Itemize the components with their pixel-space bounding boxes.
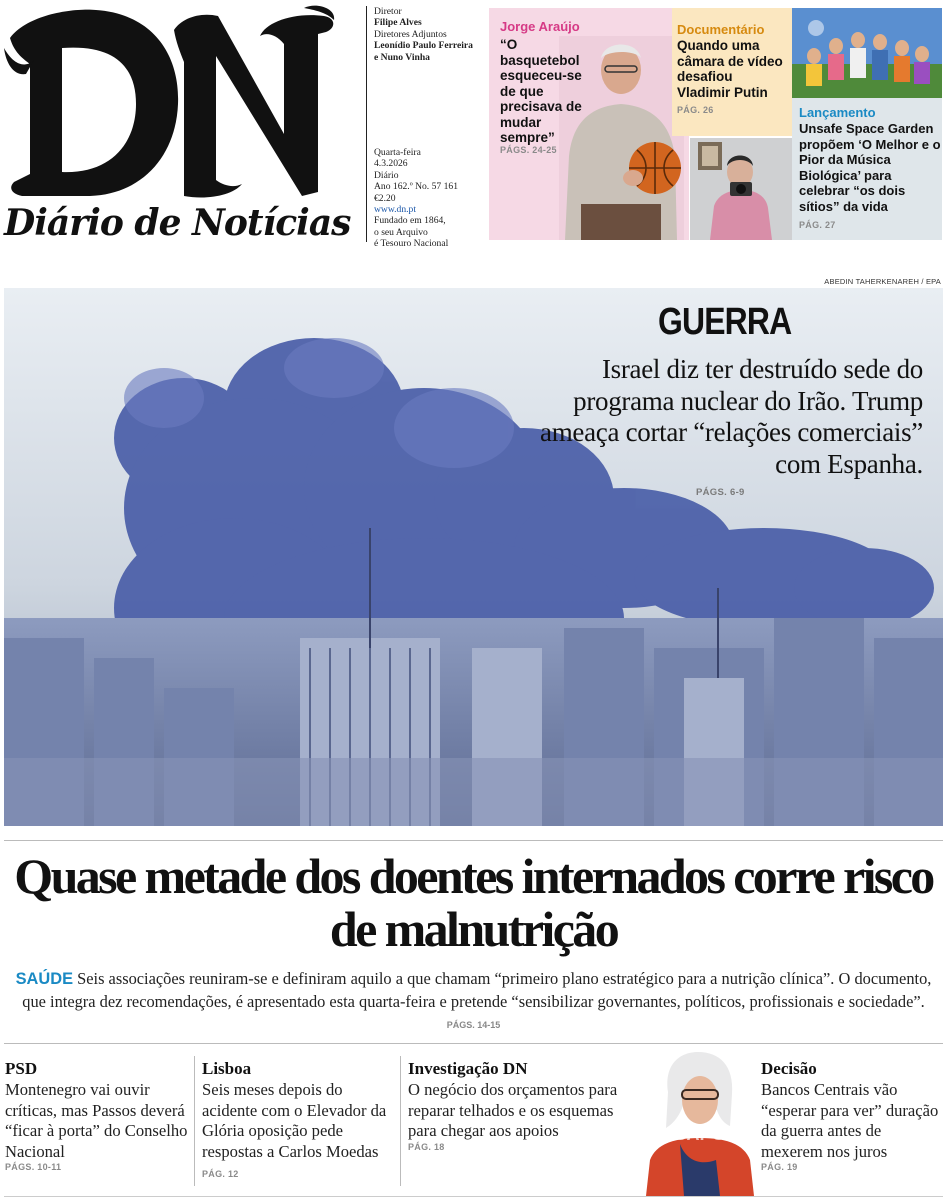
teaser-pages: PÁGS. 24-25	[500, 145, 557, 155]
hero-headline: Israel diz ter destruído sede do programa nuclear do Irão. Trump ameaça cortar “relações comerciais” com Espanha.	[540, 354, 923, 479]
main-headline[interactable]: Quase metade dos doentes internados corre risco de malnutrição	[14, 848, 933, 957]
edition-frequency: Diário	[374, 169, 399, 181]
story-pages: PÁG. 18	[408, 1141, 445, 1152]
edition-price: €2.20	[374, 192, 396, 204]
story-text: Seis meses depois do acidente com o Elevador da Glória oposição pede respostas a Carlos Moedas PÁG. 12	[202, 1080, 387, 1180]
staff-director: Filipe Alves	[374, 17, 422, 29]
story-head: PSD	[5, 1059, 38, 1078]
story-pages: PÁGS. 10-11	[5, 1162, 62, 1173]
teaser-text: Quando uma câmara de vídeo desafiou Vladimir Putin	[677, 38, 783, 100]
edition-number: Ano 162.º No. 57 161	[374, 181, 458, 193]
main-divider	[4, 840, 943, 841]
founded-note: Fundado em 1864,	[374, 215, 446, 227]
founded-note: o seu Arquivo	[374, 226, 428, 238]
story-text: Montenegro vai ouvir críticas, mas Passos deverá “ficar à porta” do Conselho Nacional	[5, 1080, 188, 1161]
staff-deputy: Leonídio Paulo Ferreira	[374, 40, 473, 52]
story-decisao[interactable]	[761, 1058, 947, 1172]
staff-label: Diretor	[374, 6, 402, 17]
story-investigacao[interactable]	[408, 1058, 628, 1152]
website-link[interactable]: www.dn.pt	[374, 204, 417, 216]
story-head: Investigação DN	[408, 1059, 528, 1078]
camera-man-photo	[690, 138, 792, 240]
teaser-text: “O basquetebol esqueceu-se de que precisava de mudar sempre”	[500, 37, 582, 145]
teaser-jorge-araujo[interactable]	[489, 8, 689, 240]
masthead-divider	[366, 6, 367, 242]
story-pages: PÁG. 19	[761, 1162, 798, 1173]
teaser-kicker: Documentário	[677, 22, 765, 37]
hero-pages: PÁGS. 6-9	[696, 487, 745, 498]
dn-logo-monogram	[4, 4, 336, 200]
watermark-text: SAPO	[674, 1124, 726, 1144]
teaser-kicker: Lançamento	[799, 105, 876, 120]
founded-note: é Tesouro Nacional	[374, 238, 449, 250]
teaser-documentario[interactable]	[672, 8, 792, 136]
masthead-edition	[374, 147, 486, 250]
teaser-text: Unsafe Space Garden propõem ‘O Melhor e o Pior da Música Biológica’ para celebrar “os dois sítios” da vida	[799, 121, 941, 214]
teaser-lancamento[interactable]	[792, 8, 942, 240]
story-head: Decisão	[761, 1059, 817, 1078]
masthead-staff	[374, 6, 486, 63]
lagarde-portrait-photo	[640, 1048, 760, 1196]
edition-date: 4.3.2026	[374, 158, 408, 170]
teaser-pages: PÁG. 26	[677, 105, 714, 115]
teaser-pages: PÁG. 27	[799, 220, 836, 230]
hero-kicker: GUERRA	[658, 301, 792, 343]
bottom-divider	[4, 1043, 943, 1044]
story-head: Lisboa	[202, 1059, 252, 1078]
lede-pages: PÁGS. 14-15	[446, 1020, 501, 1031]
staff-deputy: e Nuno Vinha	[374, 51, 430, 63]
lede-text: Seis associações reuniram-se e definiram aquilo a que chamam “primeiro plano estratégico para a nutrição clínica”. O documento, que integra dez recomendações, é apresentado esta quarta-feira e pretende “sensibilizar governantes, políticos, profissionais e sociedade”.	[22, 969, 932, 1011]
edition-weekday: Quarta-feira	[374, 147, 421, 158]
story-lisboa[interactable]	[202, 1058, 397, 1185]
teaser-kicker: Jorge Araújo	[500, 19, 580, 34]
photo-credit: ABEDIN TAHERKENAREH / EPA	[824, 277, 941, 286]
dn-logo-name: Diário de Notícias	[4, 202, 351, 244]
teaser-documentario-photo[interactable]	[690, 138, 792, 240]
story-text: O negócio dos orçamentos para reparar telhados e os esquemas para chegar aos apoios	[408, 1080, 618, 1141]
story-psd[interactable]	[5, 1058, 190, 1172]
staff-label: Diretores Adjuntos	[374, 28, 447, 40]
column-divider	[400, 1056, 401, 1186]
footer-divider	[4, 1196, 943, 1197]
story-pages: PÁG. 12	[202, 1169, 239, 1180]
band-photo	[792, 8, 942, 98]
column-divider	[194, 1056, 195, 1186]
section-label: SAÚDE	[15, 970, 74, 988]
main-lede	[10, 968, 937, 1037]
story-text: Bancos Centrais vão “esperar para ver” duração da guerra antes de mexerem nos juros	[761, 1080, 939, 1161]
